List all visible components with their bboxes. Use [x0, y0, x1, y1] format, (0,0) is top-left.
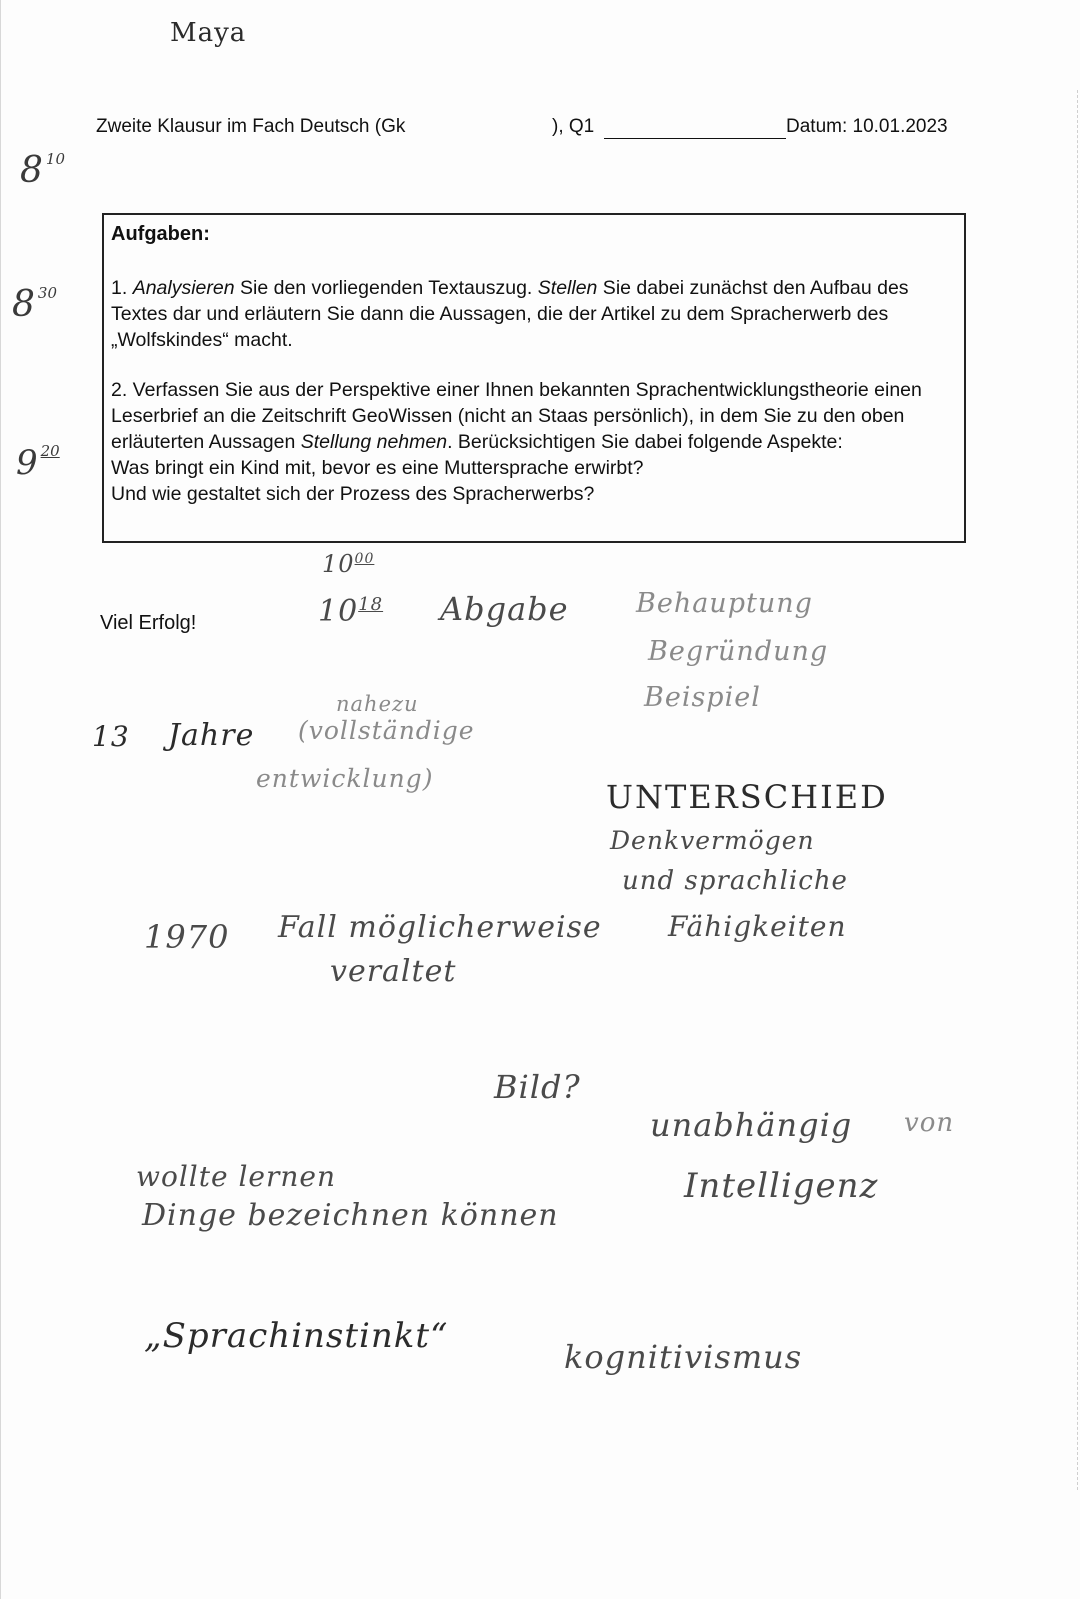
task-1: [111, 275, 951, 353]
note-intelligenz: Intelligenz: [684, 1166, 879, 1206]
note-time-start: [322, 550, 374, 578]
note-jahre: Jahre: [168, 718, 255, 753]
task-1-text-b: Sie dabei zunächst den Aufbau des Textes dar und erläutern Sie dann die Aussagen, die der Artikel zu dem Spracherwerb des „Wolfskindes“ macht.: [111, 277, 909, 351]
note-unabhaengig: unabhängig: [650, 1106, 853, 1144]
task-2-text-b: . Berücksichtigen Sie dabei folgende Aspekte:: [447, 431, 843, 453]
note-wollte-lernen: wollte lernen: [136, 1160, 337, 1193]
margin-time-3-sup: 20: [40, 442, 60, 460]
note-age: 13: [92, 720, 130, 753]
note-dinge: Dinge bezeichnen können: [142, 1198, 559, 1233]
task-heading: Aufgaben:: [111, 223, 210, 245]
note-von: von: [904, 1108, 955, 1138]
page-edge-right: [1076, 90, 1078, 1490]
note-fall: Fall möglicherweise: [278, 910, 602, 945]
margin-time-1: [20, 150, 65, 191]
note-denkvermoegen: Denkvermögen: [610, 826, 815, 855]
task-2-question-2: Und wie gestaltet sich der Prozess des Spracherwerbs?: [111, 483, 595, 505]
blank-line: [604, 138, 786, 139]
exam-header: [96, 116, 956, 146]
note-kognitivismus: kognitivismus: [564, 1338, 803, 1376]
note-time-end-sup: 18: [358, 594, 384, 615]
task-2: [111, 377, 951, 507]
note-time-end: [318, 594, 383, 629]
note-behauptung: Behauptung: [636, 588, 813, 619]
task-2-stellung-nehmen: Stellung nehmen: [300, 431, 448, 453]
margin-time-3: [16, 442, 60, 483]
margin-time-3-base: 9: [16, 443, 38, 483]
note-unterschied: UNTERSCHIED: [606, 778, 888, 816]
note-veraltet: veraltet: [330, 954, 457, 989]
note-und-sprachliche: und sprachliche: [622, 866, 848, 896]
note-nahezu: nahezu: [336, 692, 419, 716]
note-time-start-sup: 00: [354, 551, 375, 567]
task-1-text-a: Sie den vorliegenden Textauszug.: [234, 277, 538, 299]
note-year: 1970: [144, 918, 230, 956]
task-1-verb-analysieren: Analysieren: [132, 277, 235, 299]
task-1-number: 1.: [111, 277, 133, 299]
margin-time-2: [12, 284, 57, 325]
note-entwicklung: entwicklung): [256, 764, 434, 793]
task-1-verb-stellen: Stellen: [537, 277, 598, 299]
note-beispiel: Beispiel: [644, 682, 761, 713]
note-time-start-base: 10: [322, 550, 355, 578]
note-sprachinstinkt: „Sprachinstinkt“: [144, 1316, 449, 1356]
note-time-end-base: 10: [318, 594, 359, 629]
exam-title: Zweite Klausur im Fach Deutsch (Gk: [96, 116, 406, 137]
note-vollstaendige: (vollständige: [298, 716, 475, 745]
task-2-text-a: 2. Verfassen Sie aus der Perspektive einer Ihnen bekannten Sprachentwicklungstheorie einen Leserbrief an die Zeitschrift GeoWissen (nicht an Staas persönlich), in dem Sie zu den oben erläuterten Aussagen: [111, 379, 922, 453]
exam-date: Datum: 10.01.2023: [786, 116, 948, 137]
task-2-question-1: Was bringt ein Kind mit, bevor es eine Muttersprache erwirbt?: [111, 457, 644, 479]
margin-time-1-base: 8: [20, 150, 43, 191]
closing-text: Viel Erfolg!: [100, 612, 197, 634]
margin-time-2-sup: 30: [37, 284, 57, 302]
note-abgabe: Abgabe: [440, 590, 569, 628]
student-name: Maya: [170, 18, 247, 48]
task-box: [102, 213, 966, 543]
margin-time-2-base: 8: [12, 284, 35, 325]
note-faehigkeiten: Fähigkeiten: [668, 910, 847, 943]
margin-time-1-sup: 10: [45, 150, 65, 168]
note-begruendung: Begründung: [648, 636, 829, 667]
note-bild: Bild?: [494, 1068, 581, 1106]
exam-course: ), Q1: [552, 116, 595, 137]
page-edge-left: [0, 0, 1, 1599]
